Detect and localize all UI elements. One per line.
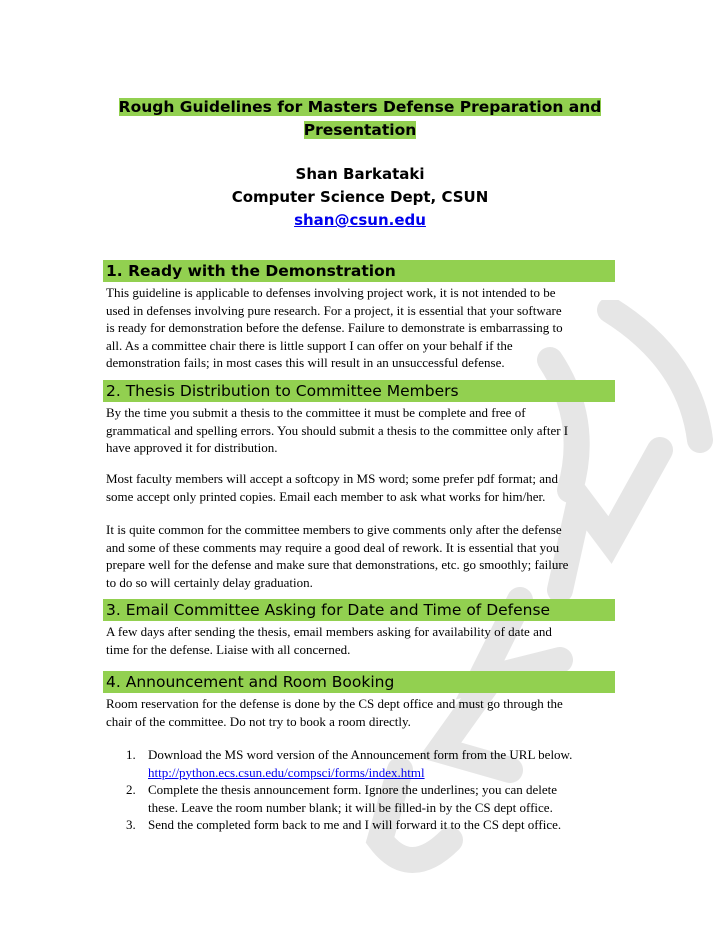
text-line: to do so will certainly delay graduation.: [106, 574, 313, 590]
text-line: some accept only printed copies. Email each member to ask what works for him/her.: [106, 488, 546, 504]
text-line: chair of the committee. Do not try to book a room directly.: [106, 713, 411, 729]
list-item: [106, 781, 618, 816]
author-block: [0, 163, 720, 232]
text-line: prepare well for the defense and make sure that demonstrations, etc. go smoothly; failure: [106, 557, 569, 572]
list-item: [106, 746, 618, 781]
text-line: It is quite common for the committee members to give comments only after the defense: [106, 522, 562, 537]
text-line: By the time you submit a thesis to the committee it must be complete and free of: [106, 405, 526, 420]
section-3-paragraph: [106, 623, 618, 658]
list-item-text: Complete the thesis announcement form. Ignore the underlines; you can delete: [148, 782, 558, 797]
text-line: Room reservation for the defense is done by the CS dept office and must go through the: [106, 696, 563, 711]
text-line: grammatical and spelling errors. You should submit a thesis to the committee only after I: [106, 422, 569, 438]
author-dept: Computer Science Dept, CSUN: [231, 188, 489, 206]
section-1-paragraph: [106, 284, 618, 372]
section-3-heading: 3. Email Committee Asking for Date and Time of Defense: [103, 599, 615, 621]
section-2-heading: 2. Thesis Distribution to Committee Members: [103, 380, 615, 402]
forms-url-link[interactable]: http://python.ecs.csun.edu/compsci/forms/index.html: [148, 764, 425, 780]
section-4-heading: 4. Announcement and Room Booking: [103, 671, 615, 693]
section-4-paragraph: [106, 695, 618, 730]
text-line: is ready for demonstration before the defense. Failure to demonstrate is embarrassing to: [106, 320, 563, 335]
document-title: [0, 96, 720, 142]
list-item-text: these. Leave the room number blank; it will be filled-in by the CS dept office.: [148, 799, 553, 815]
author-email-link[interactable]: shan@csun.edu: [294, 211, 426, 229]
section-2-paragraph-3: [106, 521, 618, 591]
list-item-text: Send the completed form back to me and I will forward it to the CS dept office.: [148, 817, 562, 832]
section-2-paragraph-2: [106, 470, 618, 505]
text-line: time for the defense. Liaise with all concerned.: [106, 641, 351, 657]
title-line-2: Presentation: [303, 121, 417, 139]
announcement-steps-list: [106, 746, 618, 834]
text-line: and some of these comments may require a good deal of rework. It is essential that you: [106, 539, 560, 555]
author-name: Shan Barkataki: [295, 165, 425, 183]
text-line: This guideline is applicable to defenses involving project work, it is not intended to be: [106, 285, 556, 300]
text-line: used in defenses involving pure research. For a project, it is essential that your software: [106, 302, 562, 318]
text-line: have approved it for distribution.: [106, 440, 278, 455]
title-line-1: Rough Guidelines for Masters Defense Preparation and: [118, 98, 602, 116]
text-line: A few days after sending the thesis, email members asking for availability of date and: [106, 624, 552, 639]
section-2-paragraph-1: [106, 404, 618, 457]
list-item: [106, 816, 618, 834]
text-line: demonstration fails; in most cases this will result in an unsuccessful defense.: [106, 355, 505, 370]
list-item-text: Download the MS word version of the Announcement form from the URL below.: [148, 747, 573, 762]
list-number: 2.: [126, 782, 136, 797]
text-line: all. As a committee chair there is little support I can offer on your behalf if the: [106, 337, 513, 353]
list-number: 3.: [126, 817, 136, 832]
text-line: Most faculty members will accept a softcopy in MS word; some prefer pdf format; and: [106, 471, 558, 486]
list-number: 1.: [126, 747, 136, 762]
section-1-heading: 1. Ready with the Demonstration: [103, 260, 615, 282]
